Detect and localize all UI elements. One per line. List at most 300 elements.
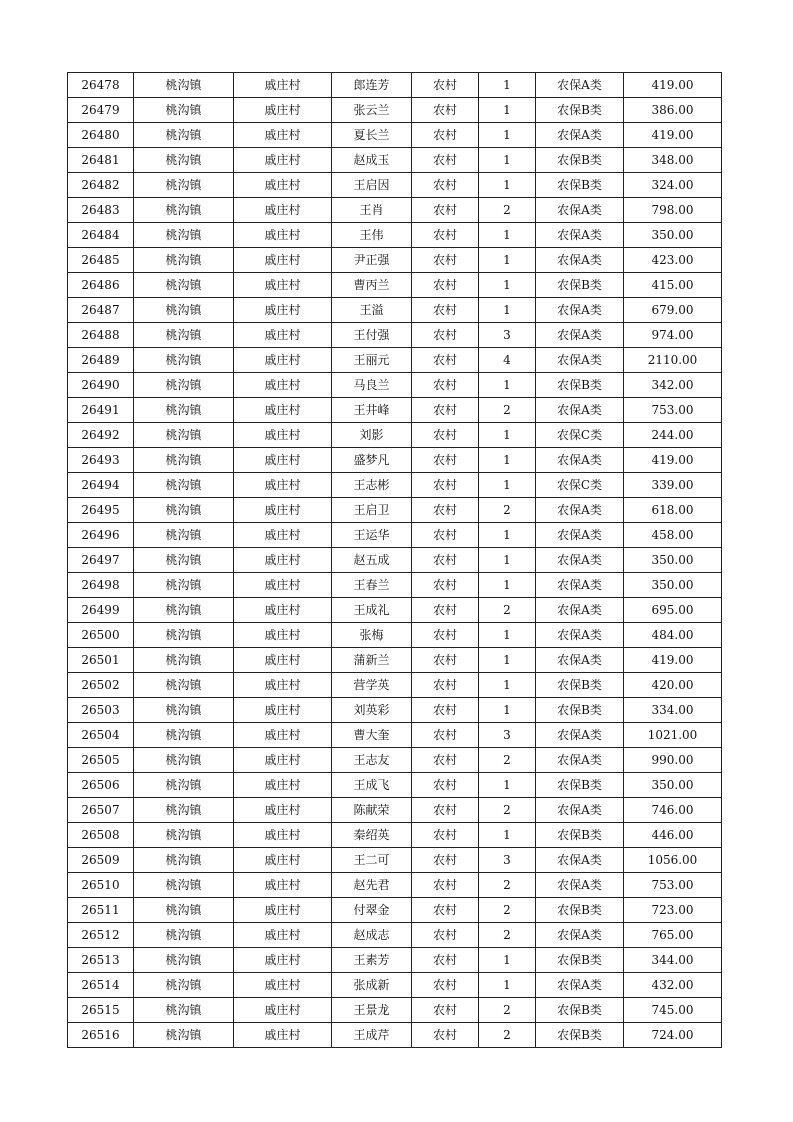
township-cell: 桃沟镇 bbox=[134, 998, 234, 1023]
table-row bbox=[68, 848, 722, 873]
record-id-cell: 26510 bbox=[68, 873, 134, 898]
name-cell: 张成新 bbox=[332, 973, 412, 998]
township-cell: 桃沟镇 bbox=[134, 873, 234, 898]
household-size-cell: 2 bbox=[479, 1023, 536, 1048]
area-type-cell: 农村 bbox=[412, 798, 479, 823]
household-size-cell: 1 bbox=[479, 698, 536, 723]
amount-cell: 419.00 bbox=[624, 123, 722, 148]
area-type-cell: 农村 bbox=[412, 98, 479, 123]
household-size-cell: 2 bbox=[479, 198, 536, 223]
table-row bbox=[68, 773, 722, 798]
record-id-cell: 26500 bbox=[68, 623, 134, 648]
area-type-cell: 农村 bbox=[412, 823, 479, 848]
table-row bbox=[68, 148, 722, 173]
township-cell: 桃沟镇 bbox=[134, 448, 234, 473]
village-cell: 戚庄村 bbox=[234, 73, 332, 98]
area-type-cell: 农村 bbox=[412, 598, 479, 623]
table-row bbox=[68, 598, 722, 623]
record-id-cell: 26485 bbox=[68, 248, 134, 273]
township-cell: 桃沟镇 bbox=[134, 623, 234, 648]
village-cell: 戚庄村 bbox=[234, 348, 332, 373]
table-row bbox=[68, 1023, 722, 1048]
table-row bbox=[68, 448, 722, 473]
township-cell: 桃沟镇 bbox=[134, 223, 234, 248]
area-type-cell: 农村 bbox=[412, 873, 479, 898]
insurance-category-cell: 农保A类 bbox=[536, 223, 624, 248]
name-cell: 马良兰 bbox=[332, 373, 412, 398]
township-cell: 桃沟镇 bbox=[134, 748, 234, 773]
insurance-category-cell: 农保A类 bbox=[536, 748, 624, 773]
insurance-category-cell: 农保A类 bbox=[536, 573, 624, 598]
household-size-cell: 1 bbox=[479, 98, 536, 123]
record-id-cell: 26480 bbox=[68, 123, 134, 148]
name-cell: 王成芹 bbox=[332, 1023, 412, 1048]
village-cell: 戚庄村 bbox=[234, 948, 332, 973]
insurance-category-cell: 农保A类 bbox=[536, 623, 624, 648]
area-type-cell: 农村 bbox=[412, 323, 479, 348]
record-id-cell: 26492 bbox=[68, 423, 134, 448]
area-type-cell: 农村 bbox=[412, 898, 479, 923]
amount-cell: 618.00 bbox=[624, 498, 722, 523]
record-id-cell: 26478 bbox=[68, 73, 134, 98]
amount-cell: 350.00 bbox=[624, 548, 722, 573]
village-cell: 戚庄村 bbox=[234, 398, 332, 423]
area-type-cell: 农村 bbox=[412, 198, 479, 223]
household-size-cell: 1 bbox=[479, 273, 536, 298]
household-size-cell: 1 bbox=[479, 123, 536, 148]
insurance-category-cell: 农保B类 bbox=[536, 173, 624, 198]
amount-cell: 458.00 bbox=[624, 523, 722, 548]
name-cell: 付翠金 bbox=[332, 898, 412, 923]
township-cell: 桃沟镇 bbox=[134, 173, 234, 198]
area-type-cell: 农村 bbox=[412, 148, 479, 173]
amount-cell: 753.00 bbox=[624, 873, 722, 898]
record-id-cell: 26486 bbox=[68, 273, 134, 298]
table-row bbox=[68, 98, 722, 123]
household-size-cell: 2 bbox=[479, 748, 536, 773]
village-cell: 戚庄村 bbox=[234, 1023, 332, 1048]
name-cell: 王丽元 bbox=[332, 348, 412, 373]
household-size-cell: 3 bbox=[479, 848, 536, 873]
area-type-cell: 农村 bbox=[412, 673, 479, 698]
amount-cell: 753.00 bbox=[624, 398, 722, 423]
township-cell: 桃沟镇 bbox=[134, 948, 234, 973]
household-size-cell: 1 bbox=[479, 673, 536, 698]
village-cell: 戚庄村 bbox=[234, 723, 332, 748]
township-cell: 桃沟镇 bbox=[134, 723, 234, 748]
amount-cell: 746.00 bbox=[624, 798, 722, 823]
village-cell: 戚庄村 bbox=[234, 423, 332, 448]
village-cell: 戚庄村 bbox=[234, 473, 332, 498]
record-id-cell: 26512 bbox=[68, 923, 134, 948]
household-size-cell: 1 bbox=[479, 173, 536, 198]
table-row bbox=[68, 173, 722, 198]
amount-cell: 344.00 bbox=[624, 948, 722, 973]
township-cell: 桃沟镇 bbox=[134, 198, 234, 223]
township-cell: 桃沟镇 bbox=[134, 848, 234, 873]
village-cell: 戚庄村 bbox=[234, 448, 332, 473]
insurance-category-cell: 农保A类 bbox=[536, 923, 624, 948]
name-cell: 赵五成 bbox=[332, 548, 412, 573]
area-type-cell: 农村 bbox=[412, 573, 479, 598]
name-cell: 王志彬 bbox=[332, 473, 412, 498]
amount-cell: 724.00 bbox=[624, 1023, 722, 1048]
household-size-cell: 1 bbox=[479, 298, 536, 323]
household-size-cell: 1 bbox=[479, 648, 536, 673]
name-cell: 王运华 bbox=[332, 523, 412, 548]
township-cell: 桃沟镇 bbox=[134, 823, 234, 848]
township-cell: 桃沟镇 bbox=[134, 348, 234, 373]
amount-cell: 342.00 bbox=[624, 373, 722, 398]
name-cell: 王井峰 bbox=[332, 398, 412, 423]
area-type-cell: 农村 bbox=[412, 973, 479, 998]
table-row bbox=[68, 973, 722, 998]
amount-cell: 679.00 bbox=[624, 298, 722, 323]
amount-cell: 990.00 bbox=[624, 748, 722, 773]
name-cell: 陈献荣 bbox=[332, 798, 412, 823]
household-size-cell: 1 bbox=[479, 573, 536, 598]
name-cell: 刘影 bbox=[332, 423, 412, 448]
household-size-cell: 2 bbox=[479, 498, 536, 523]
record-id-cell: 26509 bbox=[68, 848, 134, 873]
household-size-cell: 1 bbox=[479, 973, 536, 998]
name-cell: 郎连芳 bbox=[332, 73, 412, 98]
table-row bbox=[68, 198, 722, 223]
area-type-cell: 农村 bbox=[412, 998, 479, 1023]
insurance-category-cell: 农保B类 bbox=[536, 148, 624, 173]
record-id-cell: 26493 bbox=[68, 448, 134, 473]
amount-cell: 723.00 bbox=[624, 898, 722, 923]
insurance-category-cell: 农保B类 bbox=[536, 1023, 624, 1048]
insurance-category-cell: 农保A类 bbox=[536, 798, 624, 823]
area-type-cell: 农村 bbox=[412, 423, 479, 448]
insurance-category-cell: 农保A类 bbox=[536, 73, 624, 98]
name-cell: 王成飞 bbox=[332, 773, 412, 798]
table-row bbox=[68, 248, 722, 273]
table-row bbox=[68, 698, 722, 723]
village-cell: 戚庄村 bbox=[234, 248, 332, 273]
record-id-cell: 26516 bbox=[68, 1023, 134, 1048]
amount-cell: 244.00 bbox=[624, 423, 722, 448]
township-cell: 桃沟镇 bbox=[134, 473, 234, 498]
area-type-cell: 农村 bbox=[412, 923, 479, 948]
insurance-category-cell: 农保A类 bbox=[536, 973, 624, 998]
table-row bbox=[68, 223, 722, 248]
township-cell: 桃沟镇 bbox=[134, 598, 234, 623]
table-row bbox=[68, 373, 722, 398]
record-id-cell: 26508 bbox=[68, 823, 134, 848]
table-row bbox=[68, 323, 722, 348]
insurance-category-cell: 农保A类 bbox=[536, 348, 624, 373]
name-cell: 蒲新兰 bbox=[332, 648, 412, 673]
household-size-cell: 1 bbox=[479, 448, 536, 473]
amount-cell: 350.00 bbox=[624, 573, 722, 598]
table-row bbox=[68, 748, 722, 773]
insurance-category-cell: 农保B类 bbox=[536, 823, 624, 848]
household-size-cell: 2 bbox=[479, 898, 536, 923]
amount-cell: 419.00 bbox=[624, 73, 722, 98]
name-cell: 刘英彩 bbox=[332, 698, 412, 723]
insurance-category-cell: 农保A类 bbox=[536, 248, 624, 273]
area-type-cell: 农村 bbox=[412, 623, 479, 648]
insurance-category-cell: 农保A类 bbox=[536, 198, 624, 223]
record-id-cell: 26505 bbox=[68, 748, 134, 773]
amount-cell: 350.00 bbox=[624, 773, 722, 798]
insurance-category-cell: 农保B类 bbox=[536, 698, 624, 723]
table-row bbox=[68, 573, 722, 598]
area-type-cell: 农村 bbox=[412, 723, 479, 748]
amount-cell: 2110.00 bbox=[624, 348, 722, 373]
name-cell: 营学英 bbox=[332, 673, 412, 698]
table-row bbox=[68, 723, 722, 748]
household-size-cell: 4 bbox=[479, 348, 536, 373]
township-cell: 桃沟镇 bbox=[134, 548, 234, 573]
name-cell: 张云兰 bbox=[332, 98, 412, 123]
table-row bbox=[68, 673, 722, 698]
village-cell: 戚庄村 bbox=[234, 623, 332, 648]
record-id-cell: 26495 bbox=[68, 498, 134, 523]
village-cell: 戚庄村 bbox=[234, 898, 332, 923]
name-cell: 王春兰 bbox=[332, 573, 412, 598]
amount-cell: 695.00 bbox=[624, 598, 722, 623]
record-id-cell: 26497 bbox=[68, 548, 134, 573]
village-cell: 戚庄村 bbox=[234, 323, 332, 348]
amount-cell: 386.00 bbox=[624, 98, 722, 123]
area-type-cell: 农村 bbox=[412, 448, 479, 473]
amount-cell: 446.00 bbox=[624, 823, 722, 848]
name-cell: 王志友 bbox=[332, 748, 412, 773]
area-type-cell: 农村 bbox=[412, 223, 479, 248]
amount-cell: 432.00 bbox=[624, 973, 722, 998]
household-size-cell: 1 bbox=[479, 73, 536, 98]
area-type-cell: 农村 bbox=[412, 773, 479, 798]
record-id-cell: 26501 bbox=[68, 648, 134, 673]
household-size-cell: 1 bbox=[479, 823, 536, 848]
village-cell: 戚庄村 bbox=[234, 273, 332, 298]
name-cell: 赵成志 bbox=[332, 923, 412, 948]
record-id-cell: 26499 bbox=[68, 598, 134, 623]
township-cell: 桃沟镇 bbox=[134, 573, 234, 598]
record-id-cell: 26491 bbox=[68, 398, 134, 423]
area-type-cell: 农村 bbox=[412, 398, 479, 423]
record-id-cell: 26483 bbox=[68, 198, 134, 223]
township-cell: 桃沟镇 bbox=[134, 423, 234, 448]
insurance-category-cell: 农保B类 bbox=[536, 773, 624, 798]
household-size-cell: 1 bbox=[479, 223, 536, 248]
amount-cell: 419.00 bbox=[624, 648, 722, 673]
village-cell: 戚庄村 bbox=[234, 198, 332, 223]
household-size-cell: 2 bbox=[479, 798, 536, 823]
record-id-cell: 26513 bbox=[68, 948, 134, 973]
village-cell: 戚庄村 bbox=[234, 98, 332, 123]
name-cell: 王二可 bbox=[332, 848, 412, 873]
area-type-cell: 农村 bbox=[412, 1023, 479, 1048]
insurance-category-cell: 农保A类 bbox=[536, 323, 624, 348]
village-cell: 戚庄村 bbox=[234, 873, 332, 898]
insurance-category-cell: 农保A类 bbox=[536, 448, 624, 473]
record-id-cell: 26484 bbox=[68, 223, 134, 248]
table-row bbox=[68, 123, 722, 148]
township-cell: 桃沟镇 bbox=[134, 923, 234, 948]
insurance-category-cell: 农保A类 bbox=[536, 648, 624, 673]
table-row bbox=[68, 423, 722, 448]
amount-cell: 423.00 bbox=[624, 248, 722, 273]
insurance-category-cell: 农保A类 bbox=[536, 298, 624, 323]
name-cell: 王溢 bbox=[332, 298, 412, 323]
area-type-cell: 农村 bbox=[412, 848, 479, 873]
area-type-cell: 农村 bbox=[412, 173, 479, 198]
household-size-cell: 2 bbox=[479, 998, 536, 1023]
village-cell: 戚庄村 bbox=[234, 148, 332, 173]
amount-cell: 419.00 bbox=[624, 448, 722, 473]
table-row bbox=[68, 998, 722, 1023]
table-row bbox=[68, 548, 722, 573]
record-id-cell: 26504 bbox=[68, 723, 134, 748]
household-size-cell: 2 bbox=[479, 598, 536, 623]
household-size-cell: 1 bbox=[479, 773, 536, 798]
village-cell: 戚庄村 bbox=[234, 698, 332, 723]
table-row bbox=[68, 73, 722, 98]
village-cell: 戚庄村 bbox=[234, 173, 332, 198]
village-cell: 戚庄村 bbox=[234, 648, 332, 673]
township-cell: 桃沟镇 bbox=[134, 148, 234, 173]
record-id-cell: 26515 bbox=[68, 998, 134, 1023]
name-cell: 王成礼 bbox=[332, 598, 412, 623]
area-type-cell: 农村 bbox=[412, 73, 479, 98]
table-row bbox=[68, 948, 722, 973]
beneficiary-table bbox=[67, 72, 722, 1048]
amount-cell: 798.00 bbox=[624, 198, 722, 223]
village-cell: 戚庄村 bbox=[234, 998, 332, 1023]
area-type-cell: 农村 bbox=[412, 348, 479, 373]
table-row bbox=[68, 923, 722, 948]
township-cell: 桃沟镇 bbox=[134, 798, 234, 823]
insurance-category-cell: 农保C类 bbox=[536, 473, 624, 498]
name-cell: 王启因 bbox=[332, 173, 412, 198]
amount-cell: 339.00 bbox=[624, 473, 722, 498]
area-type-cell: 农村 bbox=[412, 523, 479, 548]
amount-cell: 1056.00 bbox=[624, 848, 722, 873]
household-size-cell: 1 bbox=[479, 948, 536, 973]
village-cell: 戚庄村 bbox=[234, 123, 332, 148]
amount-cell: 420.00 bbox=[624, 673, 722, 698]
village-cell: 戚庄村 bbox=[234, 298, 332, 323]
record-id-cell: 26498 bbox=[68, 573, 134, 598]
record-id-cell: 26482 bbox=[68, 173, 134, 198]
township-cell: 桃沟镇 bbox=[134, 698, 234, 723]
table-row bbox=[68, 498, 722, 523]
table-row bbox=[68, 798, 722, 823]
village-cell: 戚庄村 bbox=[234, 973, 332, 998]
area-type-cell: 农村 bbox=[412, 273, 479, 298]
area-type-cell: 农村 bbox=[412, 298, 479, 323]
township-cell: 桃沟镇 bbox=[134, 773, 234, 798]
village-cell: 戚庄村 bbox=[234, 673, 332, 698]
village-cell: 戚庄村 bbox=[234, 923, 332, 948]
insurance-category-cell: 农保B类 bbox=[536, 673, 624, 698]
record-id-cell: 26511 bbox=[68, 898, 134, 923]
area-type-cell: 农村 bbox=[412, 748, 479, 773]
amount-cell: 334.00 bbox=[624, 698, 722, 723]
area-type-cell: 农村 bbox=[412, 948, 479, 973]
record-id-cell: 26502 bbox=[68, 673, 134, 698]
record-id-cell: 26490 bbox=[68, 373, 134, 398]
household-size-cell: 1 bbox=[479, 373, 536, 398]
insurance-category-cell: 农保A类 bbox=[536, 598, 624, 623]
insurance-category-cell: 农保B类 bbox=[536, 98, 624, 123]
household-size-cell: 3 bbox=[479, 723, 536, 748]
insurance-category-cell: 农保A类 bbox=[536, 123, 624, 148]
township-cell: 桃沟镇 bbox=[134, 498, 234, 523]
table-row bbox=[68, 623, 722, 648]
name-cell: 王伟 bbox=[332, 223, 412, 248]
household-size-cell: 1 bbox=[479, 623, 536, 648]
name-cell: 赵成玉 bbox=[332, 148, 412, 173]
township-cell: 桃沟镇 bbox=[134, 73, 234, 98]
name-cell: 张梅 bbox=[332, 623, 412, 648]
household-size-cell: 1 bbox=[479, 248, 536, 273]
insurance-category-cell: 农保B类 bbox=[536, 998, 624, 1023]
record-id-cell: 26506 bbox=[68, 773, 134, 798]
record-id-cell: 26479 bbox=[68, 98, 134, 123]
table-row bbox=[68, 273, 722, 298]
record-id-cell: 26507 bbox=[68, 798, 134, 823]
township-cell: 桃沟镇 bbox=[134, 1023, 234, 1048]
table-row bbox=[68, 648, 722, 673]
insurance-category-cell: 农保B类 bbox=[536, 948, 624, 973]
table-row bbox=[68, 398, 722, 423]
insurance-category-cell: 农保B类 bbox=[536, 898, 624, 923]
record-id-cell: 26496 bbox=[68, 523, 134, 548]
amount-cell: 1021.00 bbox=[624, 723, 722, 748]
name-cell: 王景龙 bbox=[332, 998, 412, 1023]
amount-cell: 974.00 bbox=[624, 323, 722, 348]
village-cell: 戚庄村 bbox=[234, 748, 332, 773]
village-cell: 戚庄村 bbox=[234, 798, 332, 823]
amount-cell: 348.00 bbox=[624, 148, 722, 173]
township-cell: 桃沟镇 bbox=[134, 248, 234, 273]
table-row bbox=[68, 473, 722, 498]
township-cell: 桃沟镇 bbox=[134, 323, 234, 348]
township-cell: 桃沟镇 bbox=[134, 123, 234, 148]
table-row bbox=[68, 898, 722, 923]
insurance-category-cell: 农保C类 bbox=[536, 423, 624, 448]
amount-cell: 765.00 bbox=[624, 923, 722, 948]
area-type-cell: 农村 bbox=[412, 373, 479, 398]
village-cell: 戚庄村 bbox=[234, 573, 332, 598]
household-size-cell: 2 bbox=[479, 873, 536, 898]
area-type-cell: 农村 bbox=[412, 473, 479, 498]
name-cell: 王素芳 bbox=[332, 948, 412, 973]
household-size-cell: 2 bbox=[479, 398, 536, 423]
household-size-cell: 3 bbox=[479, 323, 536, 348]
household-size-cell: 1 bbox=[479, 523, 536, 548]
township-cell: 桃沟镇 bbox=[134, 673, 234, 698]
table-row bbox=[68, 823, 722, 848]
village-cell: 戚庄村 bbox=[234, 498, 332, 523]
household-size-cell: 1 bbox=[479, 548, 536, 573]
name-cell: 曹丙兰 bbox=[332, 273, 412, 298]
township-cell: 桃沟镇 bbox=[134, 273, 234, 298]
table-row bbox=[68, 523, 722, 548]
household-size-cell: 1 bbox=[479, 148, 536, 173]
name-cell: 王启卫 bbox=[332, 498, 412, 523]
record-id-cell: 26494 bbox=[68, 473, 134, 498]
insurance-category-cell: 农保A类 bbox=[536, 523, 624, 548]
record-id-cell: 26487 bbox=[68, 298, 134, 323]
township-cell: 桃沟镇 bbox=[134, 298, 234, 323]
record-id-cell: 26481 bbox=[68, 148, 134, 173]
